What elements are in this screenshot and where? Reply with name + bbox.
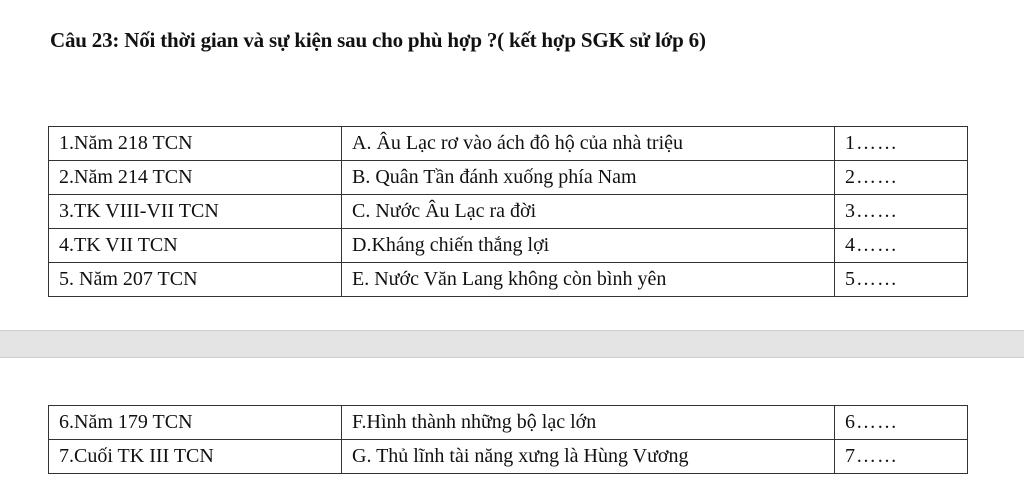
table-row [49,195,968,229]
table-row [49,440,968,474]
event-cell: F.Hình thành những bộ lạc lớn [342,406,835,440]
table-row [49,263,968,297]
matching-table-1 [48,126,968,297]
question-title: Câu 23: Nối thời gian và sự kiện sau cho phù hợp ?( kết hợp SGK sử lớp 6) [50,28,706,52]
time-cell: 4.TK VII TCN [49,229,342,263]
event-cell: A. Âu Lạc rơ vào ách đô hộ của nhà triệu [342,127,835,161]
page-break-gap [0,330,1024,358]
event-cell: E. Nước Văn Lang không còn bình yên [342,263,835,297]
answer-cell: 6…… [835,406,968,440]
table-row [49,161,968,195]
time-cell: 5. Năm 207 TCN [49,263,342,297]
matching-table-2 [48,405,968,474]
time-cell: 7.Cuối TK III TCN [49,440,342,474]
answer-cell: 5…… [835,263,968,297]
event-cell: D.Kháng chiến thắng lợi [342,229,835,263]
table-row [49,229,968,263]
event-cell: B. Quân Tần đánh xuống phía Nam [342,161,835,195]
time-cell: 3.TK VIII-VII TCN [49,195,342,229]
answer-cell: 3…… [835,195,968,229]
answer-cell: 1…… [835,127,968,161]
time-cell: 6.Năm 179 TCN [49,406,342,440]
event-cell: G. Thủ lĩnh tài năng xưng là Hùng Vương [342,440,835,474]
answer-cell: 7…… [835,440,968,474]
answer-cell: 2…… [835,161,968,195]
table-row [49,406,968,440]
time-cell: 1.Năm 218 TCN [49,127,342,161]
table-row [49,127,968,161]
event-cell: C. Nước Âu Lạc ra đời [342,195,835,229]
time-cell: 2.Năm 214 TCN [49,161,342,195]
answer-cell: 4…… [835,229,968,263]
